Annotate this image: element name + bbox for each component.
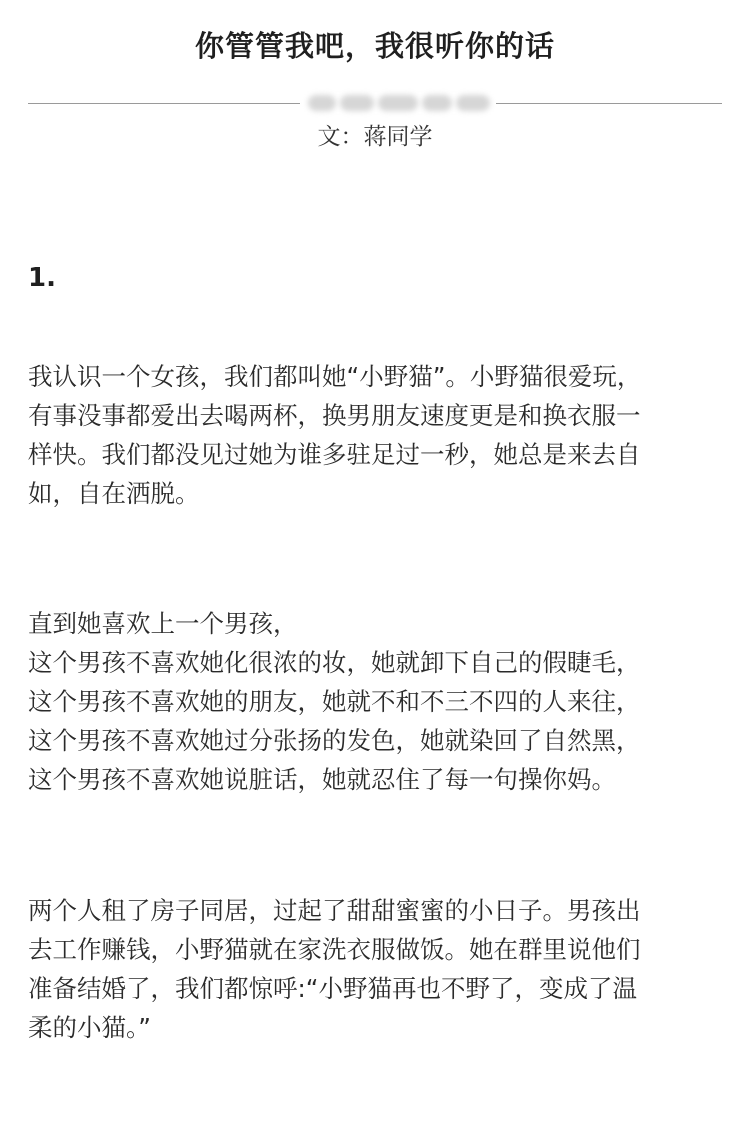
paragraph <box>28 357 728 513</box>
blurred-watermark <box>300 91 496 115</box>
paragraph-line: 去工作赚钱，小野猫就在家洗衣服做饭。她在群里说他们 <box>28 935 641 964</box>
paragraph-line: 这个男孩不喜欢她过分张扬的发色，她就染回了自然黑， <box>28 726 641 755</box>
paragraph <box>28 891 728 1047</box>
title-divider <box>28 88 722 118</box>
paragraph-line: 我认识一个女孩，我们都叫她“小野猫”。小野猫很爱玩， <box>28 362 642 391</box>
paragraph-line: 直到她喜欢上一个男孩， <box>28 609 298 638</box>
article-title: 你管管我吧，我很听你的话 <box>194 29 555 63</box>
paragraph-line: 样快。我们都没见过她为谁多驻足过一秒，她总是来去自 <box>28 440 641 469</box>
paragraph-line: 准备结婚了，我们都惊呼:“小野猫再也不野了，变成了温 <box>28 974 637 1003</box>
paragraph-line: 这个男孩不喜欢她说脏话，她就忍住了每一句操你妈。 <box>28 765 616 794</box>
paragraph-line: 有事没事都爱出去喝两杯，换男朋友速度更是和换衣服一 <box>28 401 641 430</box>
section-number: 1. <box>28 263 56 293</box>
paragraph <box>28 604 728 799</box>
author-byline: 文：蒋同学 <box>317 124 433 150</box>
paragraph-line: 柔的小猫。” <box>28 1013 151 1042</box>
paragraph-line: 这个男孩不喜欢她化很浓的妆，她就卸下自己的假睫毛， <box>28 648 641 677</box>
paragraph-line: 两个人租了房子同居，过起了甜甜蜜蜜的小日子。男孩出 <box>28 896 641 925</box>
paragraph-line: 如，自在洒脱。 <box>28 479 200 508</box>
paragraph-line: 这个男孩不喜欢她的朋友，她就不和不三不四的人来往， <box>28 687 641 716</box>
